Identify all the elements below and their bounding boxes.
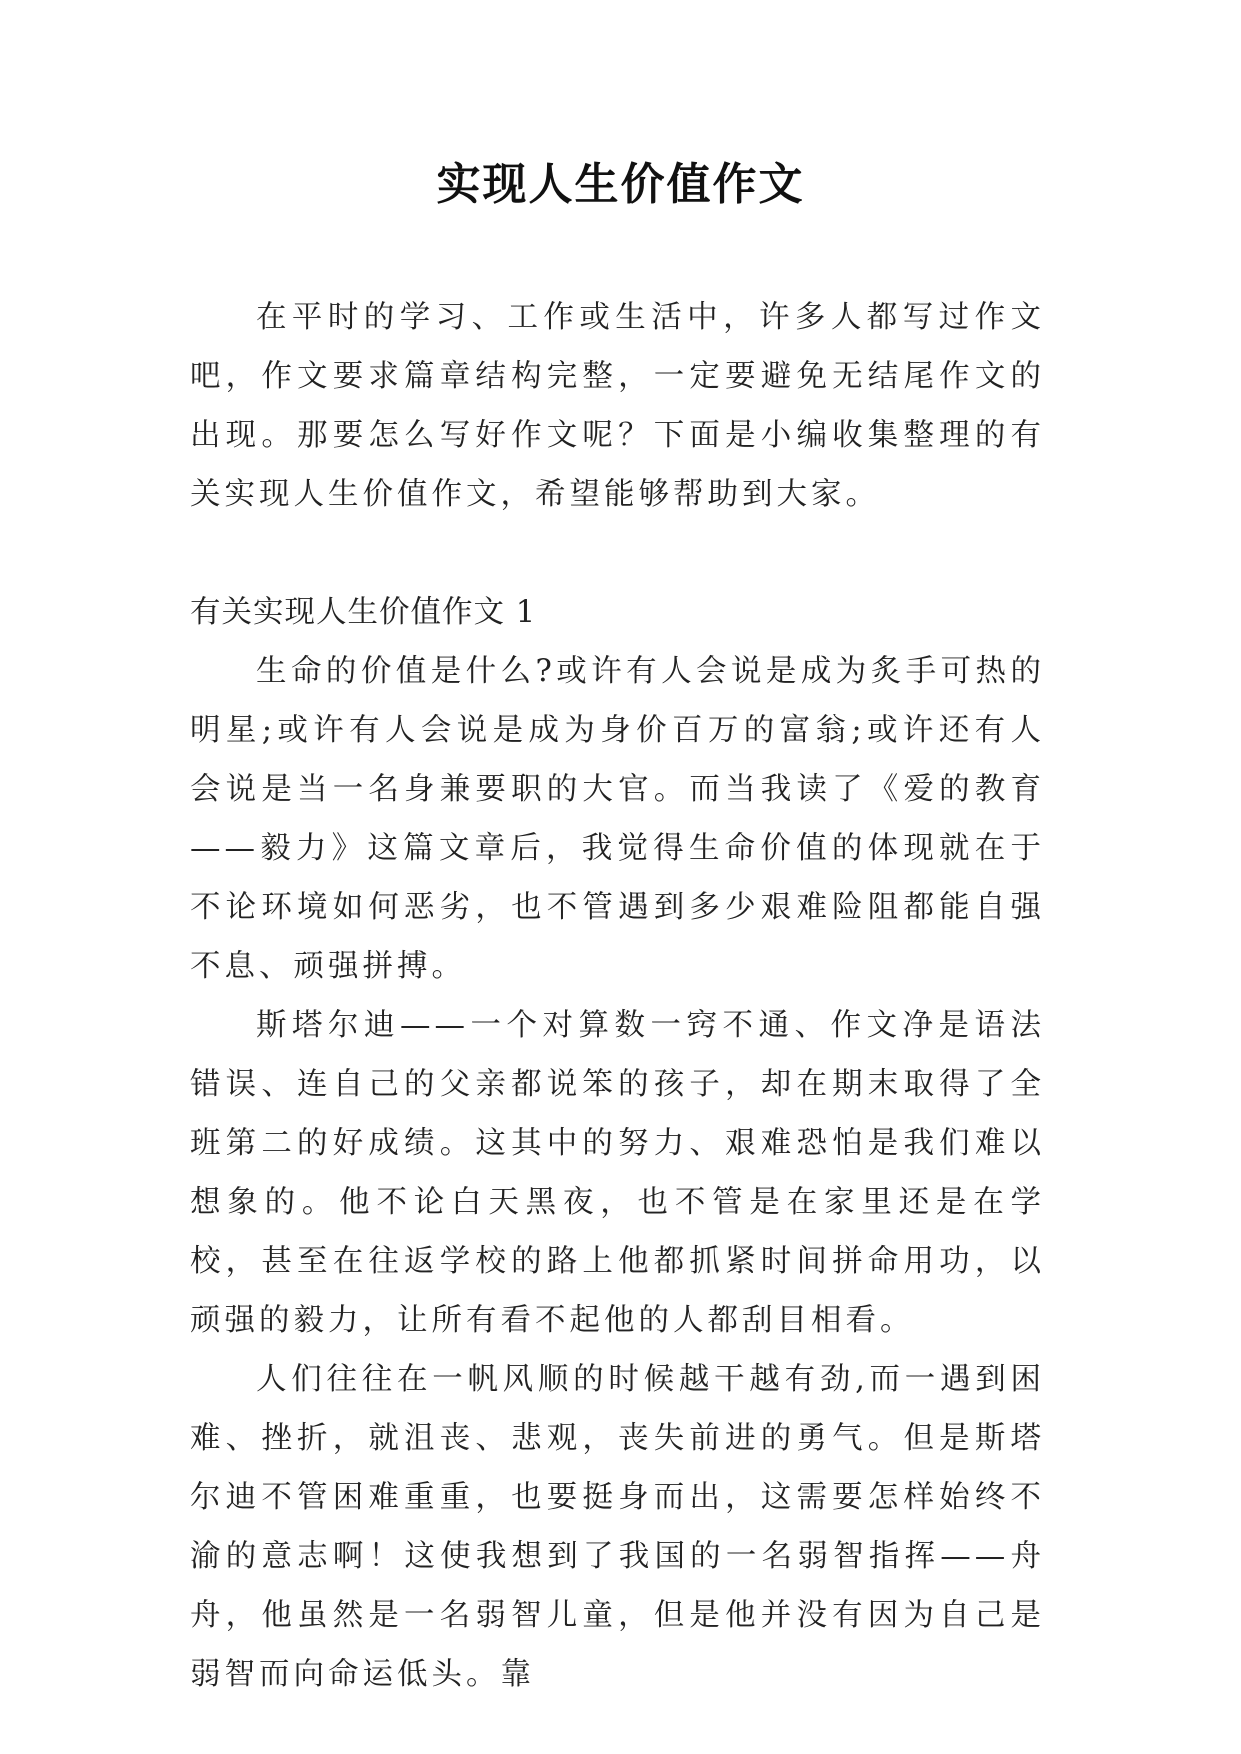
document-title: 实现人生价值作文 <box>436 159 805 210</box>
document-body <box>190 288 1045 1704</box>
body-paragraph: 生命的价值是什么?或许有人会说是成为炙手可热的明星;或许有人会说是成为身价百万的富翁;或许还有人会说是当一名身兼要职的大官。而当我读了《爱的教育——毅力》这篇文章后，我觉得生命价值的体现就在于不论环境如何恶劣，也不管遇到多少艰难险阻都能自强不息、顽强拼搏。 <box>190 654 1045 984</box>
body-paragraph: 人们往往在一帆风顺的时候越干越有劲,而一遇到困难、挫折，就沮丧、悲观，丧失前进的勇气。但是斯塔尔迪不管困难重重，也要挺身而出，这需要怎样始终不渝的意志啊！这使我想到了我国的一名弱智指挥——舟舟，他虽然是一名弱智儿童，但是他并没有因为自己是弱智而向命运低头。靠 <box>190 1362 1045 1692</box>
intro-paragraph: 在平时的学习、工作或生活中，许多人都写过作文吧，作文要求篇章结构完整，一定要避免无结尾作文的出现。那要怎么写好作文呢？下面是小编收集整理的有关实现人生价值作文，希望能够帮助到大家。 <box>190 300 1045 512</box>
body-paragraph: 斯塔尔迪——一个对算数一窍不通、作文净是语法错误、连自己的父亲都说笨的孩子，却在期末取得了全班第二的好成绩。这其中的努力、艰难恐怕是我们难以想象的。他不论白天黑夜，也不管是在家里还是在学校，甚至在往返学校的路上他都抓紧时间拼命用功，以顽强的毅力，让所有看不起他的人都刮目相看。 <box>190 1008 1045 1338</box>
section-heading: 有关实现人生价值作文 1 <box>190 595 537 630</box>
